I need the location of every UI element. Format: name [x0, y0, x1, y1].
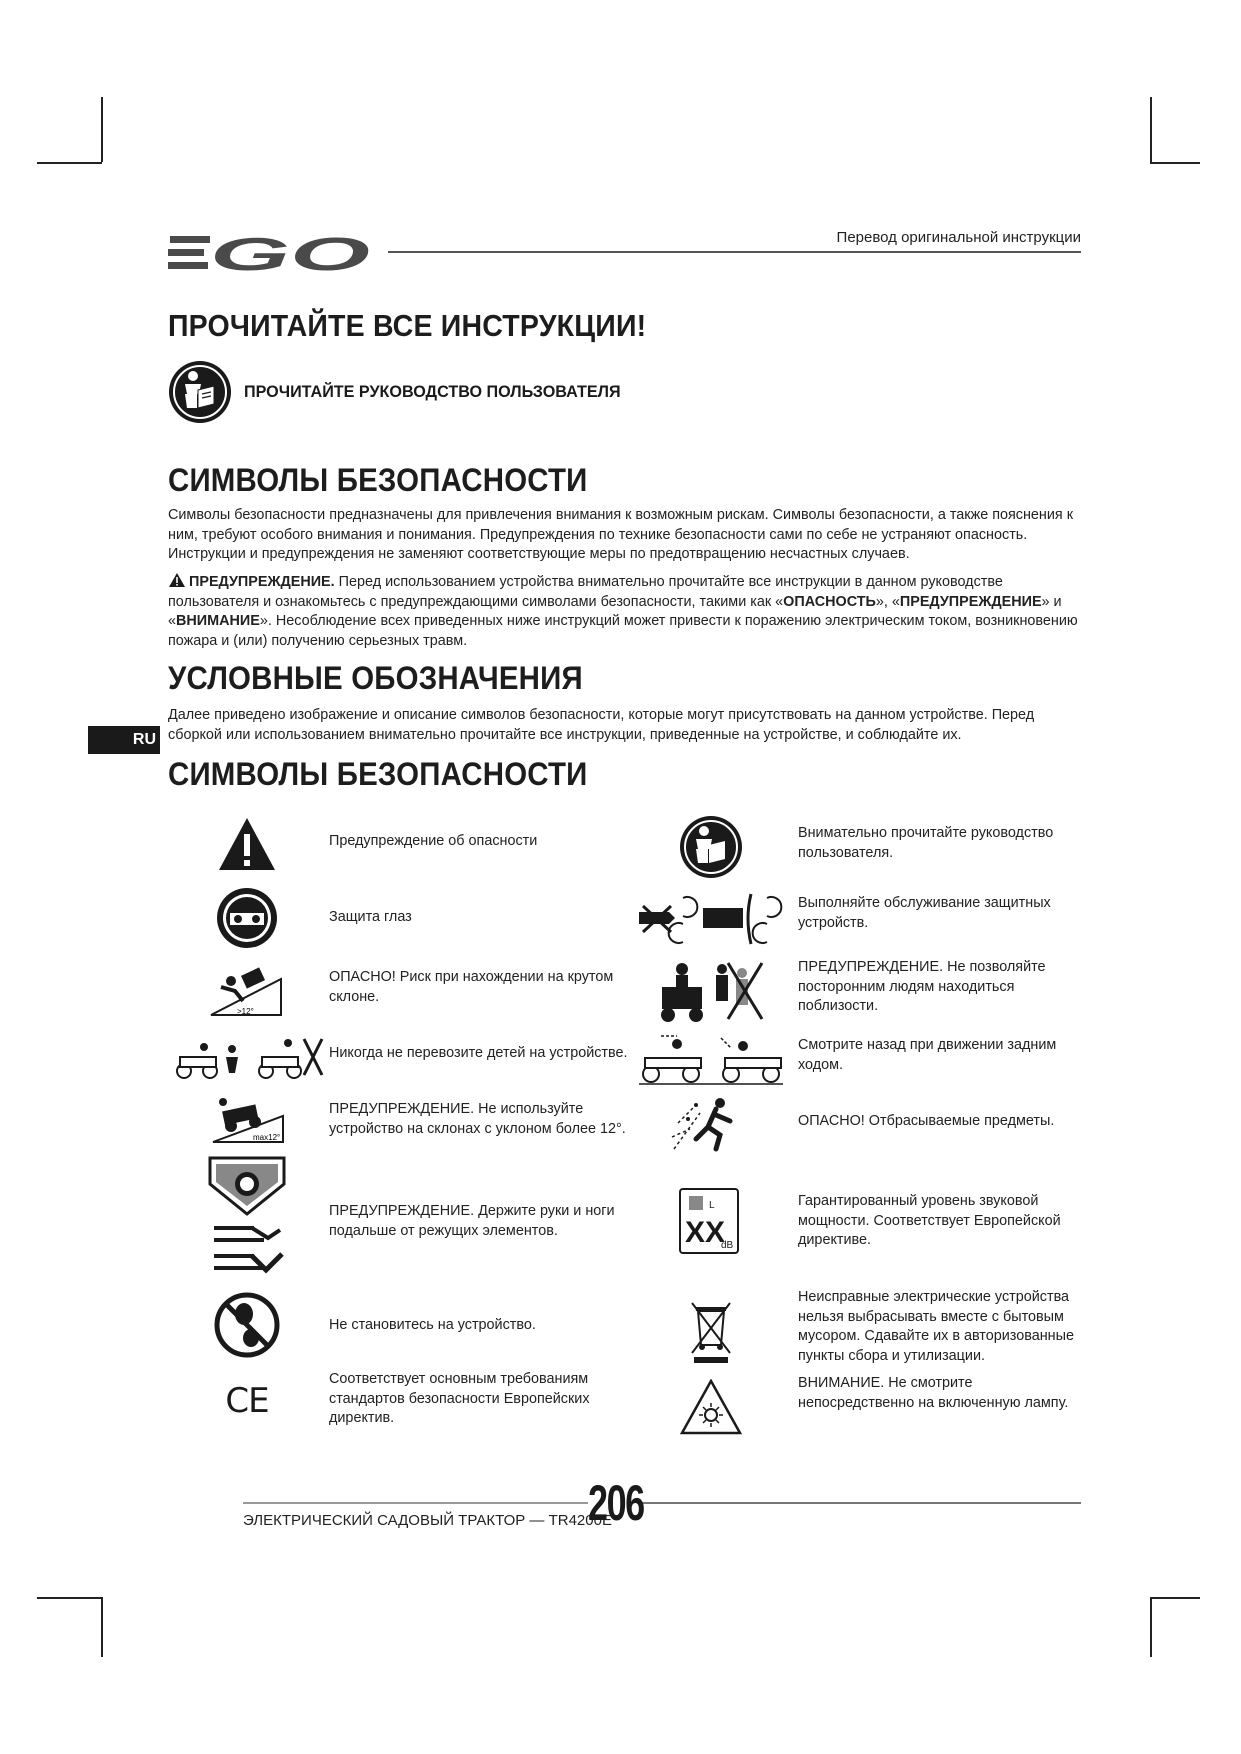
- lamp-caution-icon: [678, 1376, 744, 1438]
- crop-mark-tl-v: [101, 97, 103, 162]
- crop-mark-br-v: [1150, 1597, 1152, 1657]
- symbol-row-eye: [168, 886, 628, 950]
- conventions-paragraph: Далее приведено изображение и описание символов безопасности, которые могут присутствовать на данном устройстве. Перед сборкой или использованием внимательно прочитайте все инструкции, приведенные на устройстве, и соблюдайте их.: [168, 707, 1035, 743]
- read-manual-row: [168, 360, 640, 424]
- symbol-row-ce: [168, 1368, 628, 1434]
- crop-mark-bl-v: [101, 1597, 103, 1657]
- symbol-text: ВНИМАНИЕ. Не смотрите непосредственно на включенную лампу.: [798, 1375, 1069, 1411]
- max-slope-icon: [208, 1092, 288, 1148]
- symbol-row-blades: [168, 1156, 628, 1282]
- symbol-row-sound: [636, 1180, 1086, 1260]
- svg-text:GO: GO: [210, 228, 371, 280]
- symbol-text: Не становитесь на устройство.: [329, 1317, 536, 1333]
- symbol-text: Гарантированный уровень звуковой мощности. Соответствует Европейской директиве.: [798, 1193, 1061, 1248]
- symbol-row-bystanders: [636, 958, 1086, 1024]
- symbol-text: Внимательно прочитайте руководство пользователя.: [798, 825, 1054, 861]
- ego-logo: [168, 222, 378, 282]
- symbol-row-lamp: [636, 1372, 1086, 1438]
- symbol-row-readmanual: [636, 814, 1086, 880]
- section-title-conventions: УСЛОВНЫЕ ОБОЗНАЧЕНИЯ: [168, 660, 583, 696]
- safety-paragraph: Символы безопасности предназначены для привлечения внимания к возможным рискам. Символы безопасности, а также пояснения к ним, требуют особого внимания и понимания. Предупреждения по технике безопасности сами по себе не устраняют опасность. Инструкции и предупреждения не заменяют соответствующие меры по предотвращению несчастных случаев.: [168, 507, 1074, 562]
- warning-text-1: Перед использованием устройства внимательно прочитайте все инструкции в данном руководстве пользователя и ознакомьтесь с предупреждающими символами безопасности, такими как «: [168, 574, 1003, 610]
- crop-mark-tl-h: [37, 162, 102, 164]
- symbol-row-guards: [636, 886, 1086, 952]
- maxslope-badge: max12°: [253, 1133, 281, 1142]
- symbol-text: ПРЕДУПРЕЖДЕНИЕ. Не используйте устройство на склонах с уклоном более 12°.: [329, 1101, 626, 1137]
- keyword-sep-1: », «: [875, 593, 900, 610]
- symbol-text: Предупреждение об опасности: [329, 833, 538, 849]
- sound-badge: XX: [685, 1216, 726, 1249]
- page-title: ПРОЧИТАЙТЕ ВСЕ ИНСТРУКЦИИ!: [168, 308, 647, 343]
- symbol-row-maxslope: [168, 1092, 628, 1148]
- warning-label: ПРЕДУПРЕЖДЕНИЕ.: [189, 574, 335, 590]
- section-title-safety: СИМВОЛЫ БЕЗОПАСНОСТИ: [168, 462, 588, 498]
- symbol-text: ПРЕДУПРЕЖДЕНИЕ. Держите руки и ноги подальше от режущих элементов.: [329, 1203, 615, 1239]
- section-title-symbols: СИМВОЛЫ БЕЗОПАСНОСТИ: [168, 756, 588, 792]
- symbol-text: ПРЕДУПРЕЖДЕНИЕ. Не позволяйте посторонним людям находиться поблизости.: [798, 959, 1046, 1014]
- keyword-sep-2: » и «: [168, 593, 1062, 629]
- symbol-text: Неисправные электрические устройства нельзя выбрасывать вместе с бытовым мусором. Сдавайте их в авторизованные пункты сбора и утилизации.: [798, 1289, 1074, 1364]
- ce-mark: CE: [225, 1381, 269, 1421]
- symbol-text: Смотрите назад при движении задним ходом.: [798, 1037, 1057, 1073]
- read-manual-label: ПРОЧИТАЙТЕ РУКОВОДСТВО ПОЛЬЗОВАТЕЛЯ: [244, 382, 621, 401]
- symbol-text: Соответствует основным требованиям стандартов безопасности Европейских директив.: [329, 1371, 590, 1426]
- sound-power-icon: [678, 1188, 740, 1254]
- page-number: 206: [588, 1475, 644, 1531]
- read-manual-icon: [676, 814, 746, 880]
- header-rule: [388, 251, 1081, 253]
- symbol-text: Защита глаз: [329, 909, 412, 925]
- symbol-text: ОПАСНО! Отбрасываемые предметы.: [798, 1113, 1055, 1129]
- symbol-row-danger: [168, 814, 628, 874]
- steep-slope-icon: [206, 956, 286, 1020]
- symbol-row-weee: [636, 1288, 1086, 1368]
- cutting-blades-icon: [206, 1156, 290, 1282]
- eye-protection-icon: [212, 886, 282, 950]
- footer-rule-right: [640, 1502, 1081, 1504]
- symbol-text: Никогда не перевозите детей на устройстве.: [329, 1045, 628, 1061]
- read-manual-icon: [168, 360, 232, 424]
- footer-rule-left: [243, 1502, 588, 1504]
- look-behind-icon: [636, 1030, 786, 1088]
- header-note: Перевод оригинальной инструкции: [836, 229, 1081, 246]
- no-children-icon: [168, 1028, 328, 1084]
- maintain-guards-icon: [636, 886, 786, 952]
- brand-text: EGO: [168, 280, 171, 281]
- crop-mark-bl-h: [37, 1597, 102, 1599]
- warning-paragraph: [168, 572, 1083, 651]
- warning-small-icon: [168, 572, 186, 588]
- symbol-row-slope: [168, 956, 628, 1020]
- slope-badge: >12°: [237, 1007, 254, 1016]
- ce-mark-icon: [212, 1368, 282, 1434]
- weee-bin-icon: [686, 1298, 736, 1368]
- symbol-text: ОПАСНО! Риск при нахождении на крутом склоне.: [329, 969, 614, 1005]
- keyword-warning: ПРЕДУПРЕЖДЕНИЕ: [899, 593, 1042, 610]
- sound-unit: dB: [721, 1240, 734, 1251]
- warning-triangle-icon: [212, 814, 282, 874]
- thrown-objects-icon: [668, 1092, 748, 1154]
- language-tab: RU: [88, 726, 160, 754]
- keyword-danger: ОПАСНОСТЬ: [783, 593, 876, 610]
- symbol-row-nostep: [168, 1290, 628, 1360]
- symbol-row-children: [168, 1028, 628, 1084]
- no-stepping-icon: [212, 1290, 282, 1360]
- keyword-caution: ВНИМАНИЕ: [176, 613, 260, 629]
- symbol-row-lookbehind: [636, 1030, 1086, 1088]
- warning-text-2: ». Несоблюдение всех приведенных ниже инструкций может привести к поражению электрическим током, возникновению пожара и (или) получению серьезных травм.: [168, 613, 1078, 649]
- crop-mark-tr-h: [1150, 162, 1200, 164]
- symbol-text: Выполняйте обслуживание защитных устройств.: [798, 895, 1051, 931]
- footer-title: ЭЛЕКТРИЧЕСКИЙ САДОВЫЙ ТРАКТОР — TR4200E: [243, 1512, 612, 1529]
- crop-mark-br-h: [1150, 1597, 1200, 1599]
- svg-text:L: L: [709, 1200, 715, 1211]
- crop-mark-tr-v: [1150, 97, 1152, 162]
- symbol-row-thrown: [636, 1092, 1086, 1154]
- bystanders-icon: [656, 958, 766, 1024]
